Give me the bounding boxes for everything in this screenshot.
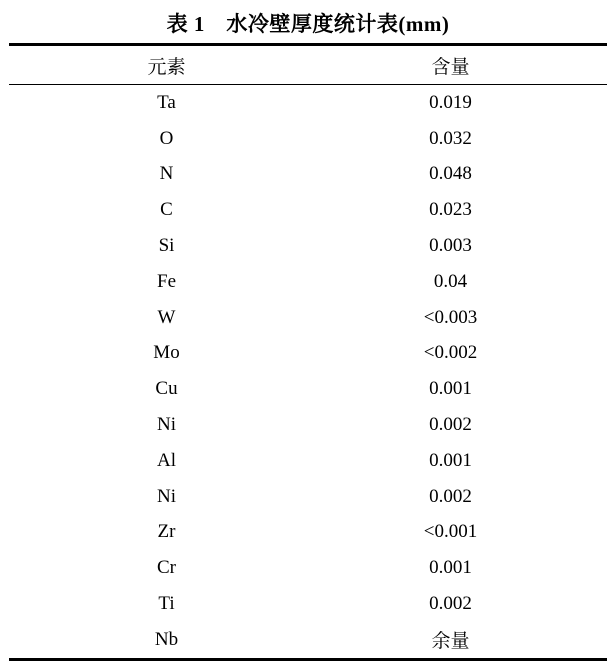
element-cell: Nb [154, 628, 179, 650]
element-cell: N [159, 163, 174, 185]
column-header-content: 含量 [308, 45, 607, 85]
table-row [9, 622, 607, 659]
table-row [9, 85, 607, 121]
value-cell: 0.048 [429, 163, 472, 185]
element-cell: Ti [158, 593, 175, 615]
table-row [9, 515, 607, 551]
element-cell: C [160, 199, 173, 221]
value-cell: 0.001 [429, 557, 472, 579]
table-row [9, 157, 607, 193]
table-row [9, 550, 607, 586]
value-cell: 0.001 [429, 449, 472, 471]
value-cell: 余量 [431, 631, 470, 653]
table-row [9, 586, 607, 622]
table-title: 表 1 水冷壁厚度统计表(mm) [166, 12, 450, 36]
element-cell: Zr [157, 521, 176, 543]
table-row [9, 300, 607, 336]
element-cell: Ni [157, 485, 176, 507]
header-row [9, 45, 607, 85]
value-cell: 0.002 [429, 485, 472, 507]
value-cell: 0.003 [429, 235, 472, 257]
value-cell: <0.003 [423, 306, 478, 328]
element-cell: Mo [153, 342, 180, 364]
column-header-element: 元素 [9, 45, 308, 85]
table-row [9, 228, 607, 264]
value-cell: <0.001 [423, 521, 478, 543]
value-cell: 0.032 [429, 127, 472, 149]
value-cell: 0.023 [429, 199, 472, 221]
table-row [9, 407, 607, 443]
element-cell: Al [157, 449, 176, 471]
table-row [9, 443, 607, 479]
table-row [9, 121, 607, 157]
statistics-table [9, 43, 607, 661]
value-cell: 0.019 [429, 91, 472, 113]
value-cell: 0.002 [429, 414, 472, 436]
element-cell: Ta [157, 91, 176, 113]
table-row [9, 264, 607, 300]
value-cell: <0.002 [423, 342, 478, 364]
element-cell: Cu [155, 378, 178, 400]
value-cell: 0.002 [429, 593, 472, 615]
element-cell: Cr [157, 557, 176, 579]
table-row [9, 192, 607, 228]
element-cell: W [157, 306, 176, 328]
value-cell: 0.001 [429, 378, 472, 400]
table-body [9, 85, 607, 660]
value-cell: 0.04 [433, 270, 468, 292]
table-row [9, 336, 607, 372]
element-cell: O [159, 127, 174, 149]
table-row [9, 479, 607, 515]
element-cell: Fe [157, 270, 176, 292]
table-row [9, 371, 607, 407]
element-cell: Ni [157, 414, 176, 436]
element-cell: Si [158, 235, 175, 257]
